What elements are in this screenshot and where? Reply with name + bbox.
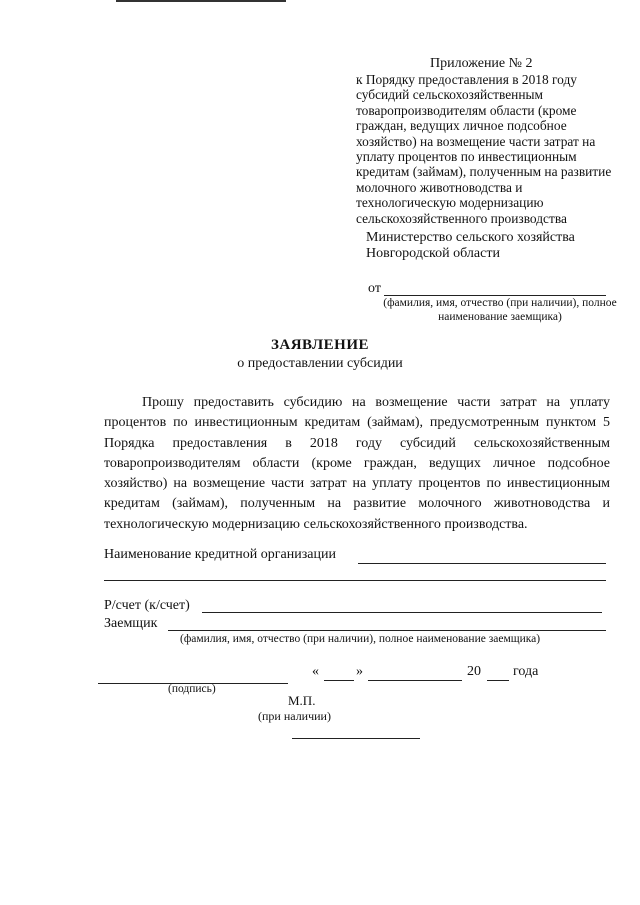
date-close-quote: » [356, 664, 363, 679]
account-line [202, 612, 602, 613]
annex-title: Приложение № 2 [430, 56, 533, 71]
signature-hint: (подпись) [168, 683, 216, 695]
date-year-line [487, 680, 509, 681]
application-body: Прошу предоставить субсидию на возмещение части затрат на уплату процентов по инвестиционным кредитам (займам), предусмотренным пунктом 5 Порядка предоставления в 2018 году субсидий сельскохозяйственным товаропроизводителям области (кроме граждан, ведущих личное подсобное хозяйство) на возмещение части затрат на уплату процентов по инвестиционным кредитам (займам), полученным на развитие молочного животноводства и технологическую модернизацию сельскохозяйственного производства. [104, 395, 610, 532]
borrower-hint: (фамилия, имя, отчество (при наличии), полное наименование заемщика) [180, 633, 541, 645]
credit-org-line [358, 563, 606, 564]
from-hint: (фамилия, имя, отчество (при наличии), полное наименование заемщика) [383, 297, 617, 323]
date-month-line [368, 680, 462, 681]
credit-org-label: Наименование кредитной организации [104, 547, 336, 562]
document-subtitle: о предоставлении субсидии [237, 356, 403, 371]
account-label: Р/счет (к/счет) [104, 598, 190, 613]
date-day-line [324, 680, 354, 681]
closing-line [292, 738, 420, 739]
document-title: ЗАЯВЛЕНИЕ [270, 337, 370, 353]
credit-org-line-2 [104, 580, 606, 581]
borrower-label: Заемщик [104, 616, 158, 631]
from-label: от [368, 281, 381, 296]
scan-edge-mark [116, 0, 286, 2]
date-year-suffix: года [513, 664, 539, 679]
date-open-quote: « [312, 664, 319, 679]
date-year-prefix: 20 [467, 664, 481, 679]
recipient-ministry: Министерство сельского хозяйства Новгородской области [366, 230, 575, 261]
annex-text: к Порядку предоставления в 2018 году субсидий сельскохозяйственным товаропроизводителям области (кроме граждан, ведущих личное подсобное хозяйство) на возмещение части затрат на уплату процентов по инвестиционным кредитам (займам), полученным на развитие молочного животноводства и технологическую модернизацию сельскохозяйственного производства [356, 72, 612, 226]
stamp-hint: (при наличии) [258, 709, 331, 723]
borrower-line [168, 630, 606, 631]
stamp-label: М.П. [288, 693, 316, 708]
